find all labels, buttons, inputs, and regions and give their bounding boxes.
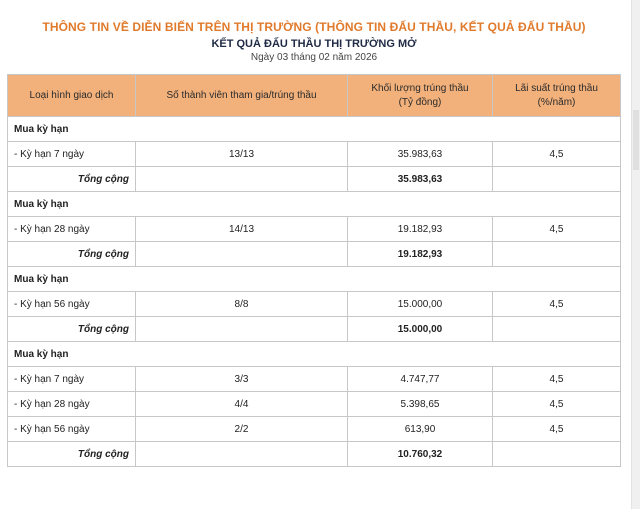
page-subtitle: KẾT QUẢ ĐẤU THẦU THỊ TRƯỜNG MỞ xyxy=(211,38,417,50)
total-row xyxy=(8,317,621,342)
rate-cell: 4,5 xyxy=(493,142,621,167)
total-volume-cell: 15.000,00 xyxy=(348,317,493,342)
total-label: Tổng cộng xyxy=(8,317,136,342)
rate-cell: 4,5 xyxy=(493,367,621,392)
volume-cell: 4.747,77 xyxy=(348,367,493,392)
auction-results-table xyxy=(7,74,621,467)
total-volume-cell: 35.983,63 xyxy=(348,167,493,192)
total-rate-cell xyxy=(493,317,621,342)
volume-cell: 19.182,93 xyxy=(348,217,493,242)
total-members-cell xyxy=(136,442,348,467)
section-title: Mua kỳ hạn xyxy=(8,342,621,367)
table-body xyxy=(8,117,621,467)
term-cell: - Kỳ hạn 7 ngày xyxy=(8,367,136,392)
table-row xyxy=(8,142,621,167)
section-title: Mua kỳ hạn xyxy=(8,117,621,142)
total-rate-cell xyxy=(493,167,621,192)
table-row xyxy=(8,292,621,317)
section-header-row xyxy=(8,267,621,292)
members-cell: 13/13 xyxy=(136,142,348,167)
section-header-row xyxy=(8,342,621,367)
header-rate-line1: Lãi suất trúng thầu xyxy=(515,82,598,94)
term-cell: - Kỳ hạn 56 ngày xyxy=(8,417,136,442)
section-title: Mua kỳ hạn xyxy=(8,192,621,217)
members-cell: 14/13 xyxy=(136,217,348,242)
term-cell: - Kỳ hạn 28 ngày xyxy=(8,217,136,242)
rate-cell: 4,5 xyxy=(493,292,621,317)
total-members-cell xyxy=(136,317,348,342)
table-row xyxy=(8,217,621,242)
scrollbar[interactable] xyxy=(631,0,640,509)
section-title: Mua kỳ hạn xyxy=(8,267,621,292)
members-cell: 2/2 xyxy=(136,417,348,442)
table-row xyxy=(8,392,621,417)
members-cell: 4/4 xyxy=(136,392,348,417)
header-volume-line1: Khối lượng trúng thầu xyxy=(371,82,469,94)
total-members-cell xyxy=(136,242,348,267)
total-row xyxy=(8,242,621,267)
scrollbar-thumb[interactable] xyxy=(633,110,639,170)
total-label: Tổng cộng xyxy=(8,167,136,192)
total-rate-cell xyxy=(493,242,621,267)
header-volume xyxy=(348,75,493,117)
members-cell: 8/8 xyxy=(136,292,348,317)
rate-cell: 4,5 xyxy=(493,392,621,417)
page-title: THÔNG TIN VỀ DIỄN BIẾN TRÊN THỊ TRƯỜNG (THÔNG TIN ĐẤU THẦU, KẾT QUẢ ĐẤU THẦU) xyxy=(42,20,586,34)
table-header-row xyxy=(8,75,621,117)
table-row xyxy=(8,417,621,442)
rate-cell: 4,5 xyxy=(493,417,621,442)
volume-cell: 35.983,63 xyxy=(348,142,493,167)
volume-cell: 613,90 xyxy=(348,417,493,442)
members-cell: 3/3 xyxy=(136,367,348,392)
rate-cell: 4,5 xyxy=(493,217,621,242)
header-volume-line2: (Tỷ đồng) xyxy=(398,96,442,108)
term-cell: - Kỳ hạn 28 ngày xyxy=(8,392,136,417)
table-row xyxy=(8,367,621,392)
term-cell: - Kỳ hạn 7 ngày xyxy=(8,142,136,167)
total-rate-cell xyxy=(493,442,621,467)
total-volume-cell: 10.760,32 xyxy=(348,442,493,467)
header-members: Số thành viên tham gia/trúng thầu xyxy=(136,75,348,117)
section-header-row xyxy=(8,117,621,142)
volume-cell: 5.398,65 xyxy=(348,392,493,417)
total-row xyxy=(8,167,621,192)
total-volume-cell: 19.182,93 xyxy=(348,242,493,267)
total-row xyxy=(8,442,621,467)
total-label: Tổng cộng xyxy=(8,242,136,267)
report-date: Ngày 03 tháng 02 năm 2026 xyxy=(250,52,378,63)
header-rate xyxy=(493,75,621,117)
header-transaction-type: Loại hình giao dịch xyxy=(8,75,136,117)
total-members-cell xyxy=(136,167,348,192)
volume-cell: 15.000,00 xyxy=(348,292,493,317)
section-header-row xyxy=(8,192,621,217)
total-label: Tổng cộng xyxy=(8,442,136,467)
header-rate-line2: (%/năm) xyxy=(537,96,576,108)
term-cell: - Kỳ hạn 56 ngày xyxy=(8,292,136,317)
